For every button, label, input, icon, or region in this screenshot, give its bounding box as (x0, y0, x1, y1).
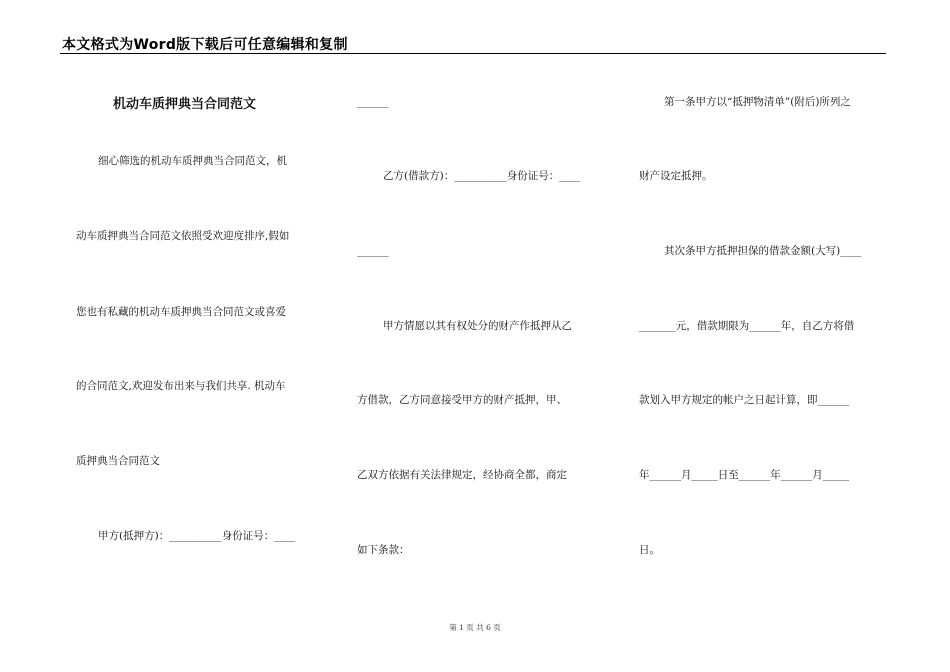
column1-line: 细心筛选的机动车质押典当合同范文，机 (98, 155, 287, 167)
column3-line: 年______月_____日至______年______月_____ (639, 469, 849, 481)
document-title: 机动车质押典当合同范文 (113, 97, 257, 112)
column2-line: 乙方(借款方)：__________身份证号：____ (383, 170, 581, 182)
column1-line: 您也有私藏的机动车质押典当合同范文或喜爱 (76, 306, 286, 318)
column2-line: 如下条款： (357, 544, 410, 556)
column3-line: 款划入甲方规定的帐户之日起计算，即______ (639, 394, 849, 406)
column2-line: 甲方情愿以其有权处分的财产作抵押从乙 (383, 320, 572, 332)
column3-line: 日。 (639, 544, 660, 556)
column1-line: 动车质押典当合同范文依照受欢迎度排序,假如 (76, 230, 290, 242)
column1-line: 质押典当合同范文 (76, 455, 160, 467)
column1-line: 的合同范文,欢迎发布出来与我们共享. 机动车 (76, 380, 286, 392)
column1-line: 甲方(抵押方)：__________身份证号：____ (98, 530, 296, 542)
column3-line: 财产设定抵押。 (639, 170, 713, 182)
column3-line: _______元，借款期限为______年，自乙方将借 (639, 320, 855, 332)
column2-line: ______ (357, 96, 389, 108)
column3-line: 第一条甲方以“抵押物清单”(附后)所列之 (664, 96, 851, 108)
page-number: 第 1 页 共 6 页 (449, 623, 501, 632)
header-divider (60, 53, 886, 54)
column2-line: ______ (357, 245, 389, 257)
column3-line: 其次条甲方抵押担保的借款金额(大写)____ (664, 245, 862, 257)
column2-line: 方借款，乙方同意接受甲方的财产抵押，甲、 (357, 394, 567, 406)
header-title: 本文格式为Word版下载后可任意编辑和复制 (62, 37, 348, 53)
column2-line: 乙双方依据有关法律规定，经协商全都，商定 (357, 469, 567, 481)
